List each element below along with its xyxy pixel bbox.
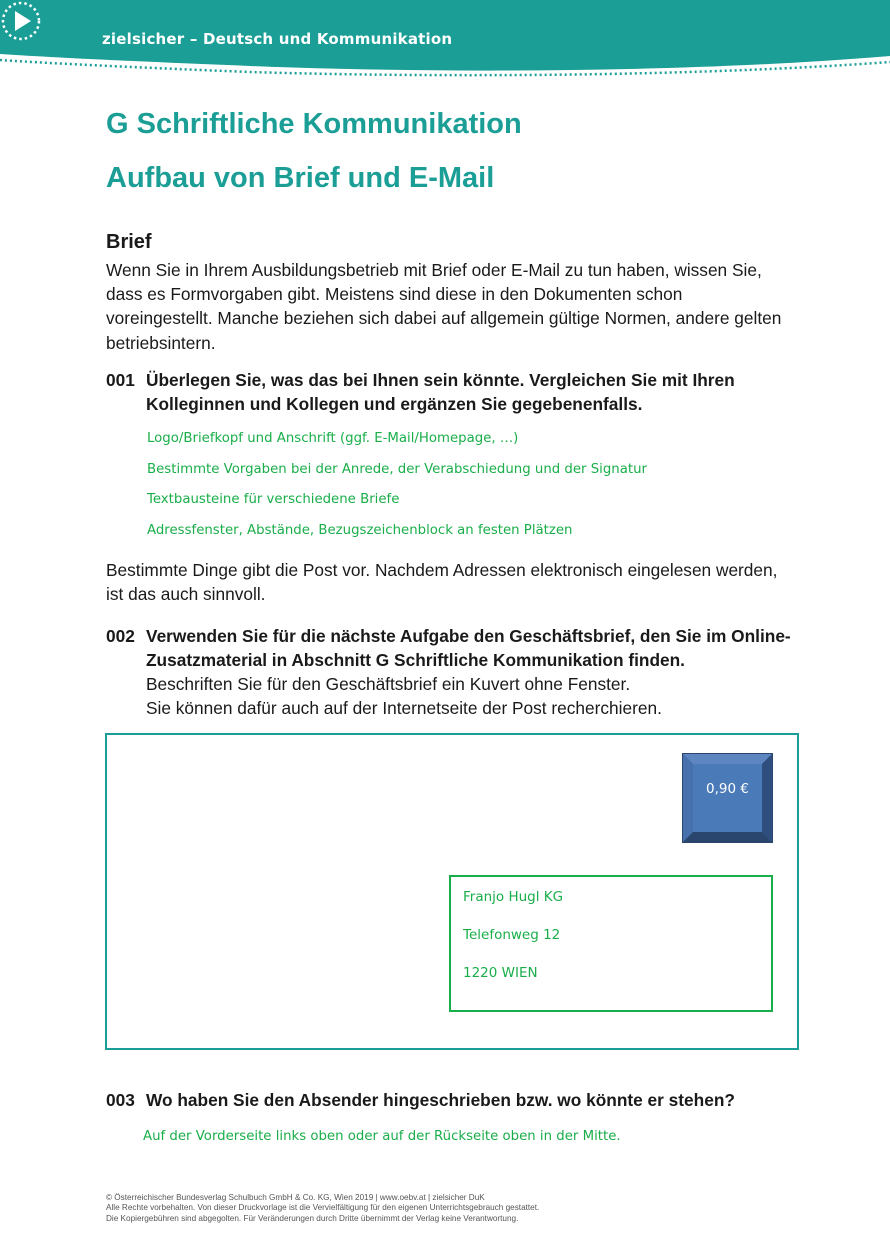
- task-hint: Sie können dafür auch auf der Internetseite der Post recherchieren.: [146, 698, 662, 718]
- brand-title: zielsicher – Deutsch und Kommunikation: [102, 30, 453, 48]
- footer-rights: Alle Rechte vorbehalten. Von dieser Druckvorlage ist die Vervielfältigung für den eigenen Unterrichtsgebrauch gestattet.: [106, 1203, 540, 1213]
- page-subtitle: Aufbau von Brief und E-Mail: [106, 162, 495, 194]
- postage-stamp: [682, 753, 773, 843]
- address-line: Telefonweg 12: [463, 927, 561, 943]
- stamp-icon: [682, 753, 773, 843]
- address-line: Franjo Hugl KG: [463, 889, 564, 905]
- header-banner: [0, 0, 890, 80]
- address-line: 1220 WIEN: [463, 965, 538, 981]
- section-heading: Brief: [106, 231, 152, 253]
- task-question: Überlegen Sie, was das bei Ihnen sein könnte. Vergleichen Sie mit Ihren Kolleginnen und Kollegen und ergänzen Sie gegebenenfalls.: [146, 370, 735, 414]
- answer-list: [147, 431, 647, 553]
- play-circle-icon: [0, 0, 42, 42]
- recipient-address: [449, 875, 773, 1012]
- task-text: [146, 624, 806, 720]
- intro-paragraph: Wenn Sie in Ihrem Ausbildungsbetrieb mit Brief oder E-Mail zu tun haben, wissen Sie, dass es Formvorgaben gibt. Meistens sind diese in den Dokumenten schon voreingestellt. Manche beziehen sich dabei auf allgemein gültige Normen, andere gelten betriebsintern.: [106, 260, 782, 353]
- post-paragraph: Bestimmte Dinge gibt die Post vor. Nachdem Adressen elektronisch eingelesen werden, ist das auch sinnvoll.: [106, 560, 778, 605]
- footer-copyright: © Österreichischer Bundesverlag Schulbuch GmbH & Co. KG, Wien 2019 | www.oebv.at | zielsicher DuK: [106, 1193, 485, 1202]
- stamp-value: 0,90 €: [706, 781, 749, 797]
- task-question: Verwenden Sie für die nächste Aufgabe den Geschäftsbrief, den Sie im Online-Zusatzmaterial in Abschnitt G Schriftliche Kommunikation finden.: [146, 626, 791, 670]
- answer-item: Auf der Vorderseite links oben oder auf der Rückseite oben in der Mitte.: [143, 1129, 621, 1144]
- answer-item: Bestimmte Vorgaben bei der Anrede, der Verabschiedung und der Signatur: [147, 461, 647, 477]
- footer-fees: Die Kopiergebühren sind abgegolten. Für Veränderungen durch Dritte übernimmt der Verlag keine Verantwortung.: [106, 1213, 519, 1223]
- task-question: Wo haben Sie den Absender hingeschrieben bzw. wo könnte er stehen?: [146, 1090, 735, 1110]
- answer-item: Textbausteine für verschiedene Briefe: [147, 492, 400, 507]
- footer: [106, 1193, 539, 1224]
- answer-item: Adressfenster, Abstände, Bezugszeichenblock an festen Plätzen: [147, 522, 573, 538]
- task-instruction: Beschriften Sie für den Geschäftsbrief ein Kuvert ohne Fenster.: [146, 674, 631, 694]
- answer-item: Logo/Briefkopf und Anschrift (ggf. E-Mail/Homepage, …): [147, 431, 519, 446]
- page-title: G Schriftliche Kommunikation: [106, 108, 522, 140]
- task-number: 003: [106, 1090, 135, 1110]
- task-number: 001: [106, 370, 135, 390]
- task-number: 002: [106, 626, 135, 646]
